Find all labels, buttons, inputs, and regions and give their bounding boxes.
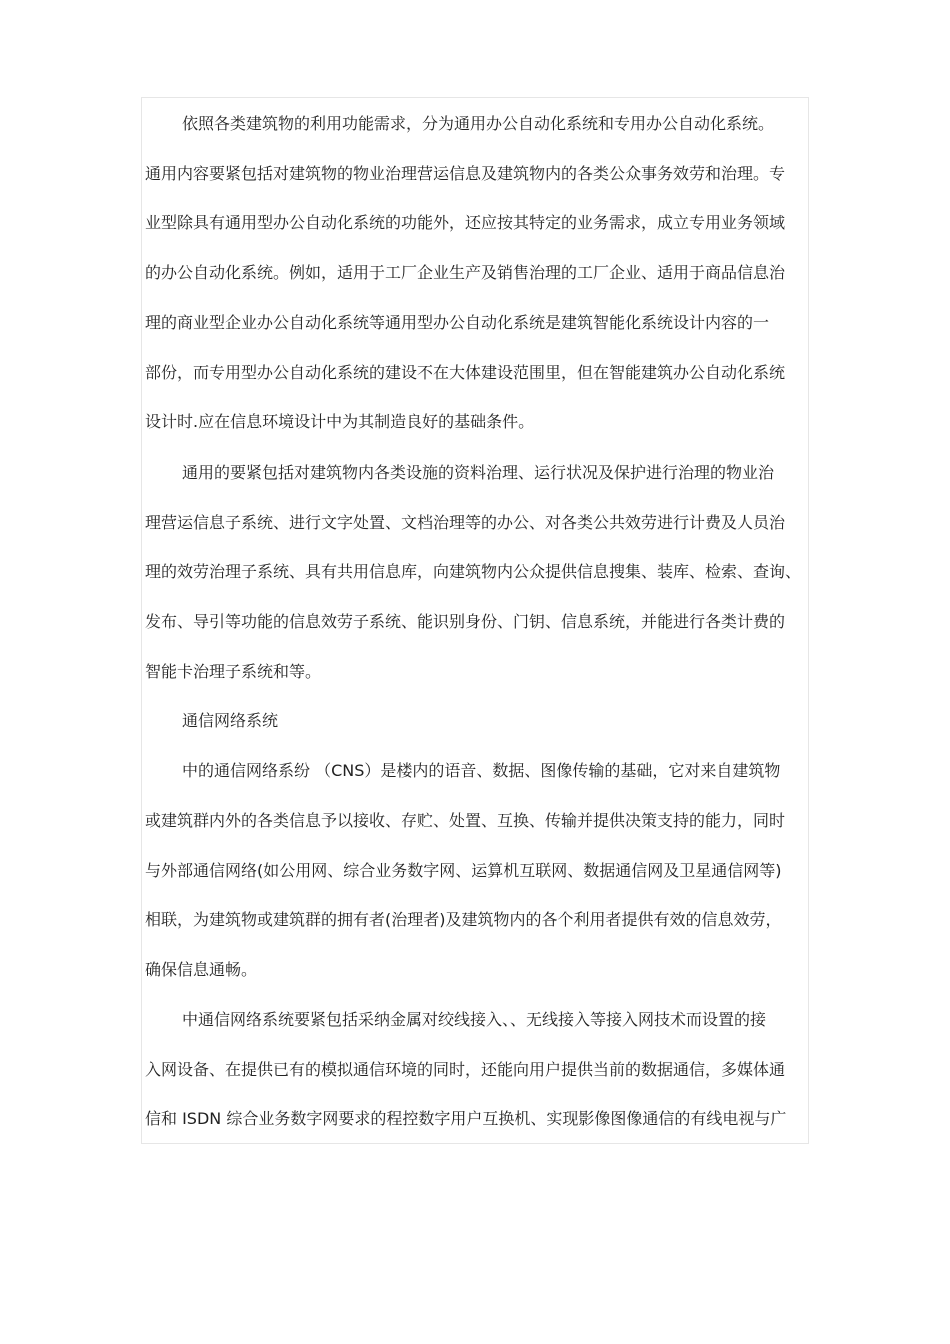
section-heading: 通信网络系统 xyxy=(182,711,279,730)
paragraph-4-line-2: 或建筑群内外的各类信息予以接收、存贮、处置、互换、传输并提供决策支持的能力，同时 xyxy=(145,811,786,830)
paragraph-4-line-5: 确保信息通畅。 xyxy=(145,960,258,979)
paragraph-2-line-3: 理的效劳治理子系统、具有共用信息库，向建筑物内公众提供信息搜集、装库、检索、查询、 xyxy=(145,562,802,581)
paragraph-2-line-1: 通用的要紧包括对建筑物内各类设施的资料治理、运行状况及保护进行治理的物业治 xyxy=(182,463,775,482)
document-page xyxy=(141,97,809,1144)
paragraph-1-line-3: 业型除具有通用型办公自动化系统的功能外，还应按其特定的业务需求，成立专用业务领域 xyxy=(145,213,786,232)
paragraph-1-line-5: 理的商业型企业办公自动化系统等通用型办公自动化系统是建筑智能化系统设计内容的一 xyxy=(145,313,770,332)
paragraph-4-line-4: 相联，为建筑物或建筑群的拥有者(治理者)及建筑物内的各个利用者提供有效的信息效劳， xyxy=(145,910,782,929)
paragraph-1-line-6: 部份，而专用型办公自动化系统的建设不在大体建设范围里，但在智能建筑办公自动化系统 xyxy=(145,363,786,382)
paragraph-5-line-2: 入网设备、在提供已有的模拟通信环境的同时，还能向用户提供当前的数据通信，多媒体通 xyxy=(145,1060,786,1079)
paragraph-1-line-1: 依照各类建筑物的利用功能需求，分为通用办公自动化系统和专用办公自动化系统。 xyxy=(182,114,775,133)
paragraph-5-line-1: 中通信网络系统要紧包括采纳金属对绞线接入、、无线接入等接入网技术而设置的接 xyxy=(182,1010,767,1029)
paragraph-4-line-3: 与外部通信网络(如公用网、综合业务数字网、运算机互联网、数据通信网及卫星通信网等) xyxy=(145,861,782,880)
paragraph-2-line-5: 智能卡治理子系统和等。 xyxy=(145,662,322,681)
paragraph-2-line-2: 理营运信息子系统、进行文字处置、文档治理等的办公、对各类公共效劳进行计费及人员治 xyxy=(145,513,786,532)
paragraph-1-line-7: 设计时.应在信息环境设计中为其制造良好的基础条件。 xyxy=(145,412,535,431)
paragraph-4-line-1: 中的通信网络系纷 （CNS）是楼内的语音、数据、图像传输的基础，它对来自建筑物 xyxy=(182,761,781,780)
paragraph-1-line-2: 通用内容要紧包括对建筑物的物业治理营运信息及建筑物内的各类公众事务效劳和治理。专 xyxy=(145,164,786,183)
paragraph-5-line-3: 信和 ISDN 综合业务数字网要求的程控数字用户互换机、实现影像图像通信的有线电视与广 xyxy=(145,1109,787,1128)
paragraph-2-line-4: 发布、导引等功能的信息效劳子系统、能识别身份、门钥、信息系统，并能进行各类计费的 xyxy=(145,612,786,631)
paragraph-1-line-4: 的办公自动化系统。例如，适用于工厂企业生产及销售治理的工厂企业、适用于商品信息治 xyxy=(145,263,786,282)
